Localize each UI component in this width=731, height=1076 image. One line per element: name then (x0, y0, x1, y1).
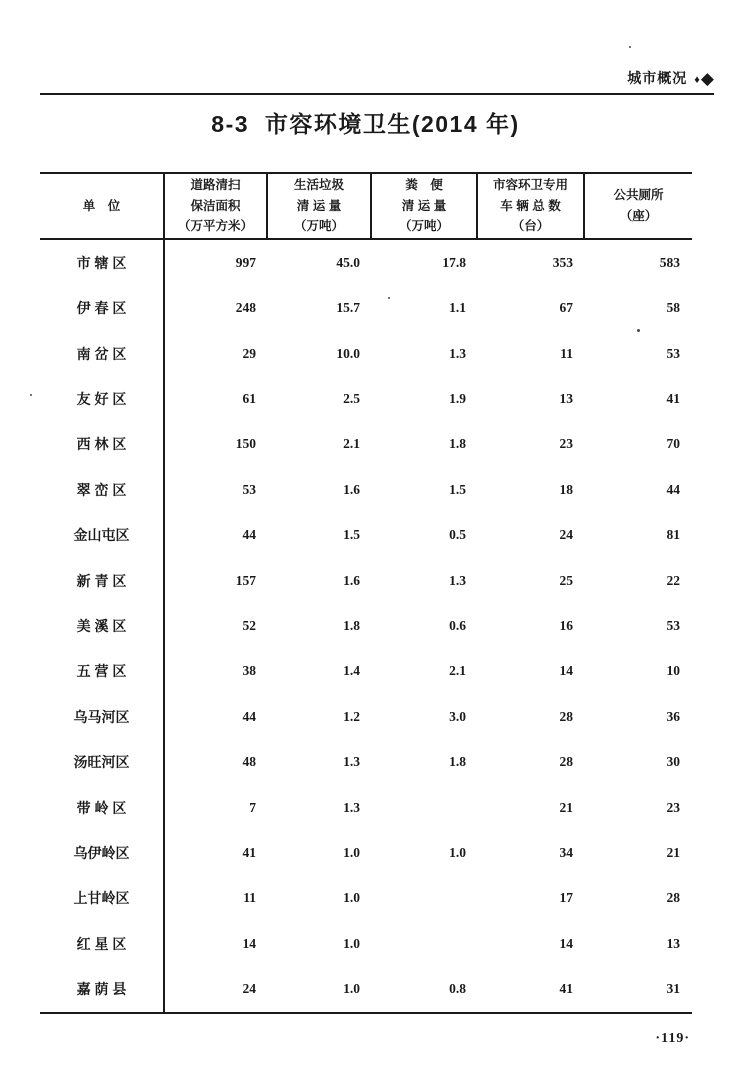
unit-cell: 汤旺河区 (40, 739, 165, 784)
unit-cell: 乌伊岭区 (40, 830, 165, 875)
unit-cell: 上甘岭区 (40, 876, 165, 921)
value-cell (372, 785, 478, 830)
value-cell: 53 (242, 481, 256, 497)
value-cell: 1.8 (449, 754, 466, 770)
table-row (40, 376, 692, 421)
value-cell: 150 (235, 436, 256, 452)
value-cell: 34 (559, 844, 573, 860)
value-cell: 1.0 (343, 981, 360, 997)
value-cell: 0.6 (449, 617, 466, 633)
value-cell (372, 876, 478, 921)
value-cell: 14 (242, 935, 256, 951)
scan-speck (388, 297, 390, 299)
value-cell: 2.1 (343, 436, 360, 452)
table-row (40, 649, 692, 694)
sanitation-table (40, 172, 692, 1014)
value-cell: 14 (559, 935, 573, 951)
diamond-small-icon: ♦ (694, 74, 700, 86)
column-header (165, 174, 268, 238)
value-cell: 1.4 (343, 663, 360, 679)
value-cell: 0.5 (449, 527, 466, 543)
value-cell: 997 (235, 254, 256, 270)
value-cell: 11 (243, 890, 256, 906)
table-header-row (40, 174, 692, 240)
value-cell: 1.6 (343, 481, 360, 497)
column-header-line: 粪 便 (405, 177, 443, 192)
value-cell: 1.3 (343, 799, 360, 815)
value-cell: 1.5 (343, 527, 360, 543)
value-cell: 0.8 (449, 981, 466, 997)
unit-cell: 美 溪 区 (40, 603, 165, 648)
value-cell: 248 (235, 300, 256, 316)
value-cell: 58 (666, 300, 680, 316)
value-cell: 22 (666, 572, 680, 588)
table-row (40, 285, 692, 330)
page-title: 8-3 市容环境卫生(2014 年) (211, 111, 520, 137)
value-cell: 38 (242, 663, 256, 679)
value-cell: 21 (559, 799, 573, 815)
value-cell: 1.3 (343, 754, 360, 770)
column-header-line: 保洁面积 (190, 198, 241, 213)
column-header (268, 174, 372, 238)
scan-speck (30, 394, 32, 396)
table-row (40, 331, 692, 376)
value-cell: 10 (666, 663, 680, 679)
column-header-line: 单 位 (82, 198, 121, 213)
table-body (40, 240, 692, 1012)
value-cell: 41 (559, 981, 573, 997)
value-cell: 28 (559, 708, 573, 724)
value-cell: 44 (242, 527, 256, 543)
unit-cell: 五 营 区 (40, 649, 165, 694)
value-cell: 7 (249, 799, 256, 815)
value-cell: 25 (559, 572, 573, 588)
value-cell: 157 (235, 572, 256, 588)
unit-cell: 伊 春 区 (40, 285, 165, 330)
value-cell: 28 (559, 754, 573, 770)
value-cell: 15.7 (336, 300, 360, 316)
unit-cell: 带 岭 区 (40, 785, 165, 830)
running-header (40, 68, 714, 95)
value-cell: 28 (666, 890, 680, 906)
value-cell: 13 (666, 935, 680, 951)
table-row (40, 603, 692, 648)
value-cell: 1.8 (449, 436, 466, 452)
value-cell: 1.2 (343, 708, 360, 724)
value-cell: 44 (666, 481, 680, 497)
column-header (40, 174, 165, 238)
column-header-line: 公共厕所 (613, 188, 664, 203)
unit-cell: 金山屯区 (40, 512, 165, 557)
value-cell: 24 (242, 981, 256, 997)
unit-cell: 新 青 区 (40, 558, 165, 603)
value-cell: 1.0 (449, 844, 466, 860)
value-cell: 18 (559, 481, 573, 497)
column-header-line: 清 运 量 (401, 198, 447, 213)
unit-cell: 西 林 区 (40, 422, 165, 467)
column-header-line: 车 辆 总 数 (500, 198, 561, 213)
column-header (585, 174, 692, 238)
value-cell: 70 (666, 436, 680, 452)
section-label: 城市概况 (627, 70, 688, 86)
column-header-line: 市容环卫专用 (492, 177, 568, 192)
table-row (40, 739, 692, 784)
value-cell: 67 (559, 300, 573, 316)
table-row (40, 422, 692, 467)
value-cell: 2.5 (343, 390, 360, 406)
value-cell: 353 (552, 254, 573, 270)
value-cell: 81 (666, 527, 680, 543)
value-cell: 3.0 (449, 708, 466, 724)
value-cell: 41 (666, 390, 680, 406)
column-header (478, 174, 585, 238)
table-row (40, 694, 692, 739)
value-cell: 16 (559, 617, 573, 633)
value-cell: 36 (666, 708, 680, 724)
value-cell: 1.0 (343, 890, 360, 906)
scan-speck (637, 329, 640, 332)
value-cell: 1.3 (449, 572, 466, 588)
column-header-line: （台） (511, 219, 550, 234)
value-cell: 1.3 (449, 345, 466, 361)
value-cell: 1.6 (343, 572, 360, 588)
value-cell: 45.0 (336, 254, 360, 270)
column-header-line: 道路清扫 (190, 177, 241, 192)
value-cell: 13 (559, 390, 573, 406)
table-row (40, 785, 692, 830)
value-cell: 53 (666, 345, 680, 361)
value-cell: 10.0 (336, 345, 360, 361)
value-cell: 53 (666, 617, 680, 633)
unit-cell: 市 辖 区 (40, 240, 165, 285)
table-row (40, 512, 692, 557)
value-cell: 30 (666, 754, 680, 770)
table-row (40, 830, 692, 875)
value-cell (372, 921, 478, 966)
table-row (40, 558, 692, 603)
value-cell: 61 (242, 390, 256, 406)
value-cell: 2.1 (449, 663, 466, 679)
value-cell: 17 (559, 890, 573, 906)
value-cell: 52 (242, 617, 256, 633)
value-cell: 1.8 (343, 617, 360, 633)
unit-cell: 嘉 荫 县 (40, 967, 165, 1012)
value-cell: 41 (242, 844, 256, 860)
value-cell: 44 (242, 708, 256, 724)
value-cell: 17.8 (442, 254, 466, 270)
table-row (40, 467, 692, 512)
value-cell: 23 (666, 799, 680, 815)
column-header-line: 清 运 量 (296, 198, 342, 213)
column-header-line: （座） (619, 209, 658, 223)
table-row (40, 921, 692, 966)
table-row (40, 240, 692, 285)
unit-cell: 红 星 区 (40, 921, 165, 966)
unit-cell: 翠 峦 区 (40, 467, 165, 512)
unit-cell: 乌马河区 (40, 694, 165, 739)
table-row (40, 967, 692, 1012)
column-header-line: （万吨） (398, 219, 449, 234)
value-cell: 14 (559, 663, 573, 679)
value-cell: 29 (242, 345, 256, 361)
column-header-line: （万吨） (293, 219, 344, 234)
value-cell: 1.5 (449, 481, 466, 497)
value-cell: 48 (242, 754, 256, 770)
scan-speck (629, 46, 631, 48)
value-cell: 583 (659, 254, 680, 270)
value-cell: 21 (666, 844, 680, 860)
value-cell: 1.1 (449, 300, 466, 316)
page-number: ·119· (655, 1031, 690, 1046)
value-cell: 1.0 (343, 935, 360, 951)
value-cell: 31 (666, 981, 680, 997)
table-row (40, 876, 692, 921)
diamond-large-icon: ◆ (700, 69, 714, 88)
value-cell: 1.9 (449, 390, 466, 406)
value-cell: 1.0 (343, 844, 360, 860)
value-cell: 24 (559, 527, 573, 543)
value-cell: 23 (559, 436, 573, 452)
unit-cell: 友 好 区 (40, 376, 165, 421)
column-header-line: （万平方米） (177, 219, 253, 234)
value-cell: 11 (560, 345, 573, 361)
unit-cell: 南 岔 区 (40, 331, 165, 376)
column-header (372, 174, 478, 238)
column-header-line: 生活垃圾 (293, 177, 344, 192)
